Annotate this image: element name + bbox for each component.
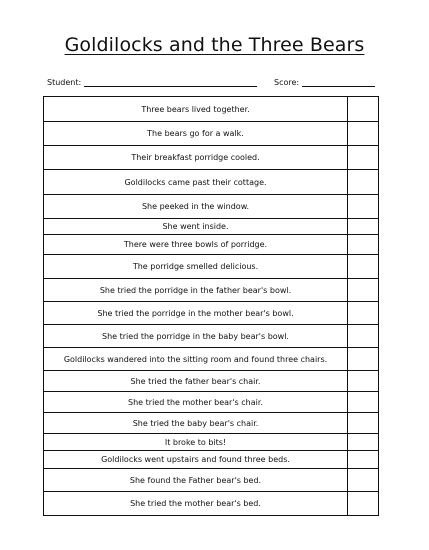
- table-row: [44, 195, 379, 219]
- table-row: [44, 469, 379, 492]
- student-field: [47, 77, 257, 87]
- answer-box[interactable]: [348, 170, 379, 195]
- table-row: [44, 219, 379, 235]
- answer-box[interactable]: [348, 434, 379, 451]
- table-row: [44, 371, 379, 392]
- table-row: [44, 235, 379, 255]
- sentence-cell: Goldilocks went upstairs and found three beds.: [44, 451, 348, 469]
- answer-box[interactable]: [348, 235, 379, 255]
- table-row: [44, 451, 379, 469]
- answer-box[interactable]: [348, 492, 379, 516]
- sentence-cell: It broke to bits!: [44, 434, 348, 451]
- sentence-cell: Three bears lived together.: [44, 97, 348, 122]
- sentence-cell: She found the Father bear's bed.: [44, 469, 348, 492]
- answer-box[interactable]: [348, 255, 379, 279]
- score-line[interactable]: [302, 77, 375, 87]
- answer-box[interactable]: [348, 371, 379, 392]
- table-row: [44, 122, 379, 146]
- sentence-cell: She went inside.: [44, 219, 348, 235]
- answer-box[interactable]: [348, 469, 379, 492]
- table-row: [44, 146, 379, 170]
- answer-box[interactable]: [348, 122, 379, 146]
- table-row: [44, 255, 379, 279]
- table-row: [44, 492, 379, 516]
- sentence-cell: She tried the baby bear's chair.: [44, 413, 348, 434]
- answer-box[interactable]: [348, 451, 379, 469]
- answer-box[interactable]: [348, 413, 379, 434]
- table-row: [44, 302, 379, 325]
- student-label: Student:: [47, 78, 82, 87]
- sentence-cell: She peeked in the window.: [44, 195, 348, 219]
- answer-box[interactable]: [348, 97, 379, 122]
- answer-box[interactable]: [348, 348, 379, 371]
- answer-box[interactable]: [348, 219, 379, 235]
- sequence-table: [43, 96, 379, 516]
- answer-box[interactable]: [348, 195, 379, 219]
- table-row: [44, 392, 379, 413]
- sentence-cell: Goldilocks wandered into the sitting room and found three chairs.: [44, 348, 348, 371]
- table-row: [44, 97, 379, 122]
- sentence-cell: There were three bowls of porridge.: [44, 235, 348, 255]
- table-row: [44, 325, 379, 348]
- sentence-cell: Goldilocks came past their cottage.: [44, 170, 348, 195]
- score-field: [274, 77, 375, 87]
- sentence-cell: She tried the mother bear's chair.: [44, 392, 348, 413]
- sentence-cell: The porridge smelled delicious.: [44, 255, 348, 279]
- sentence-cell: She tried the porridge in the mother bear's bowl.: [44, 302, 348, 325]
- sentence-cell: The bears go for a walk.: [44, 122, 348, 146]
- table-row: [44, 413, 379, 434]
- answer-box[interactable]: [348, 146, 379, 170]
- table-row: [44, 279, 379, 302]
- sentence-cell: She tried the father bear's chair.: [44, 371, 348, 392]
- sentence-cell: Their breakfast porridge cooled.: [44, 146, 348, 170]
- answer-box[interactable]: [348, 392, 379, 413]
- table-row: [44, 170, 379, 195]
- student-line[interactable]: [84, 77, 257, 87]
- answer-box[interactable]: [348, 302, 379, 325]
- answer-box[interactable]: [348, 325, 379, 348]
- worksheet-title: Goldilocks and the Three Bears: [64, 34, 365, 56]
- table-row: [44, 434, 379, 451]
- score-label: Score:: [274, 78, 300, 87]
- sentence-cell: She tried the porridge in the father bear's bowl.: [44, 279, 348, 302]
- answer-box[interactable]: [348, 279, 379, 302]
- sentence-cell: She tried the mother bear's bed.: [44, 492, 348, 516]
- sentence-cell: She tried the porridge in the baby bear's bowl.: [44, 325, 348, 348]
- table-row: [44, 348, 379, 371]
